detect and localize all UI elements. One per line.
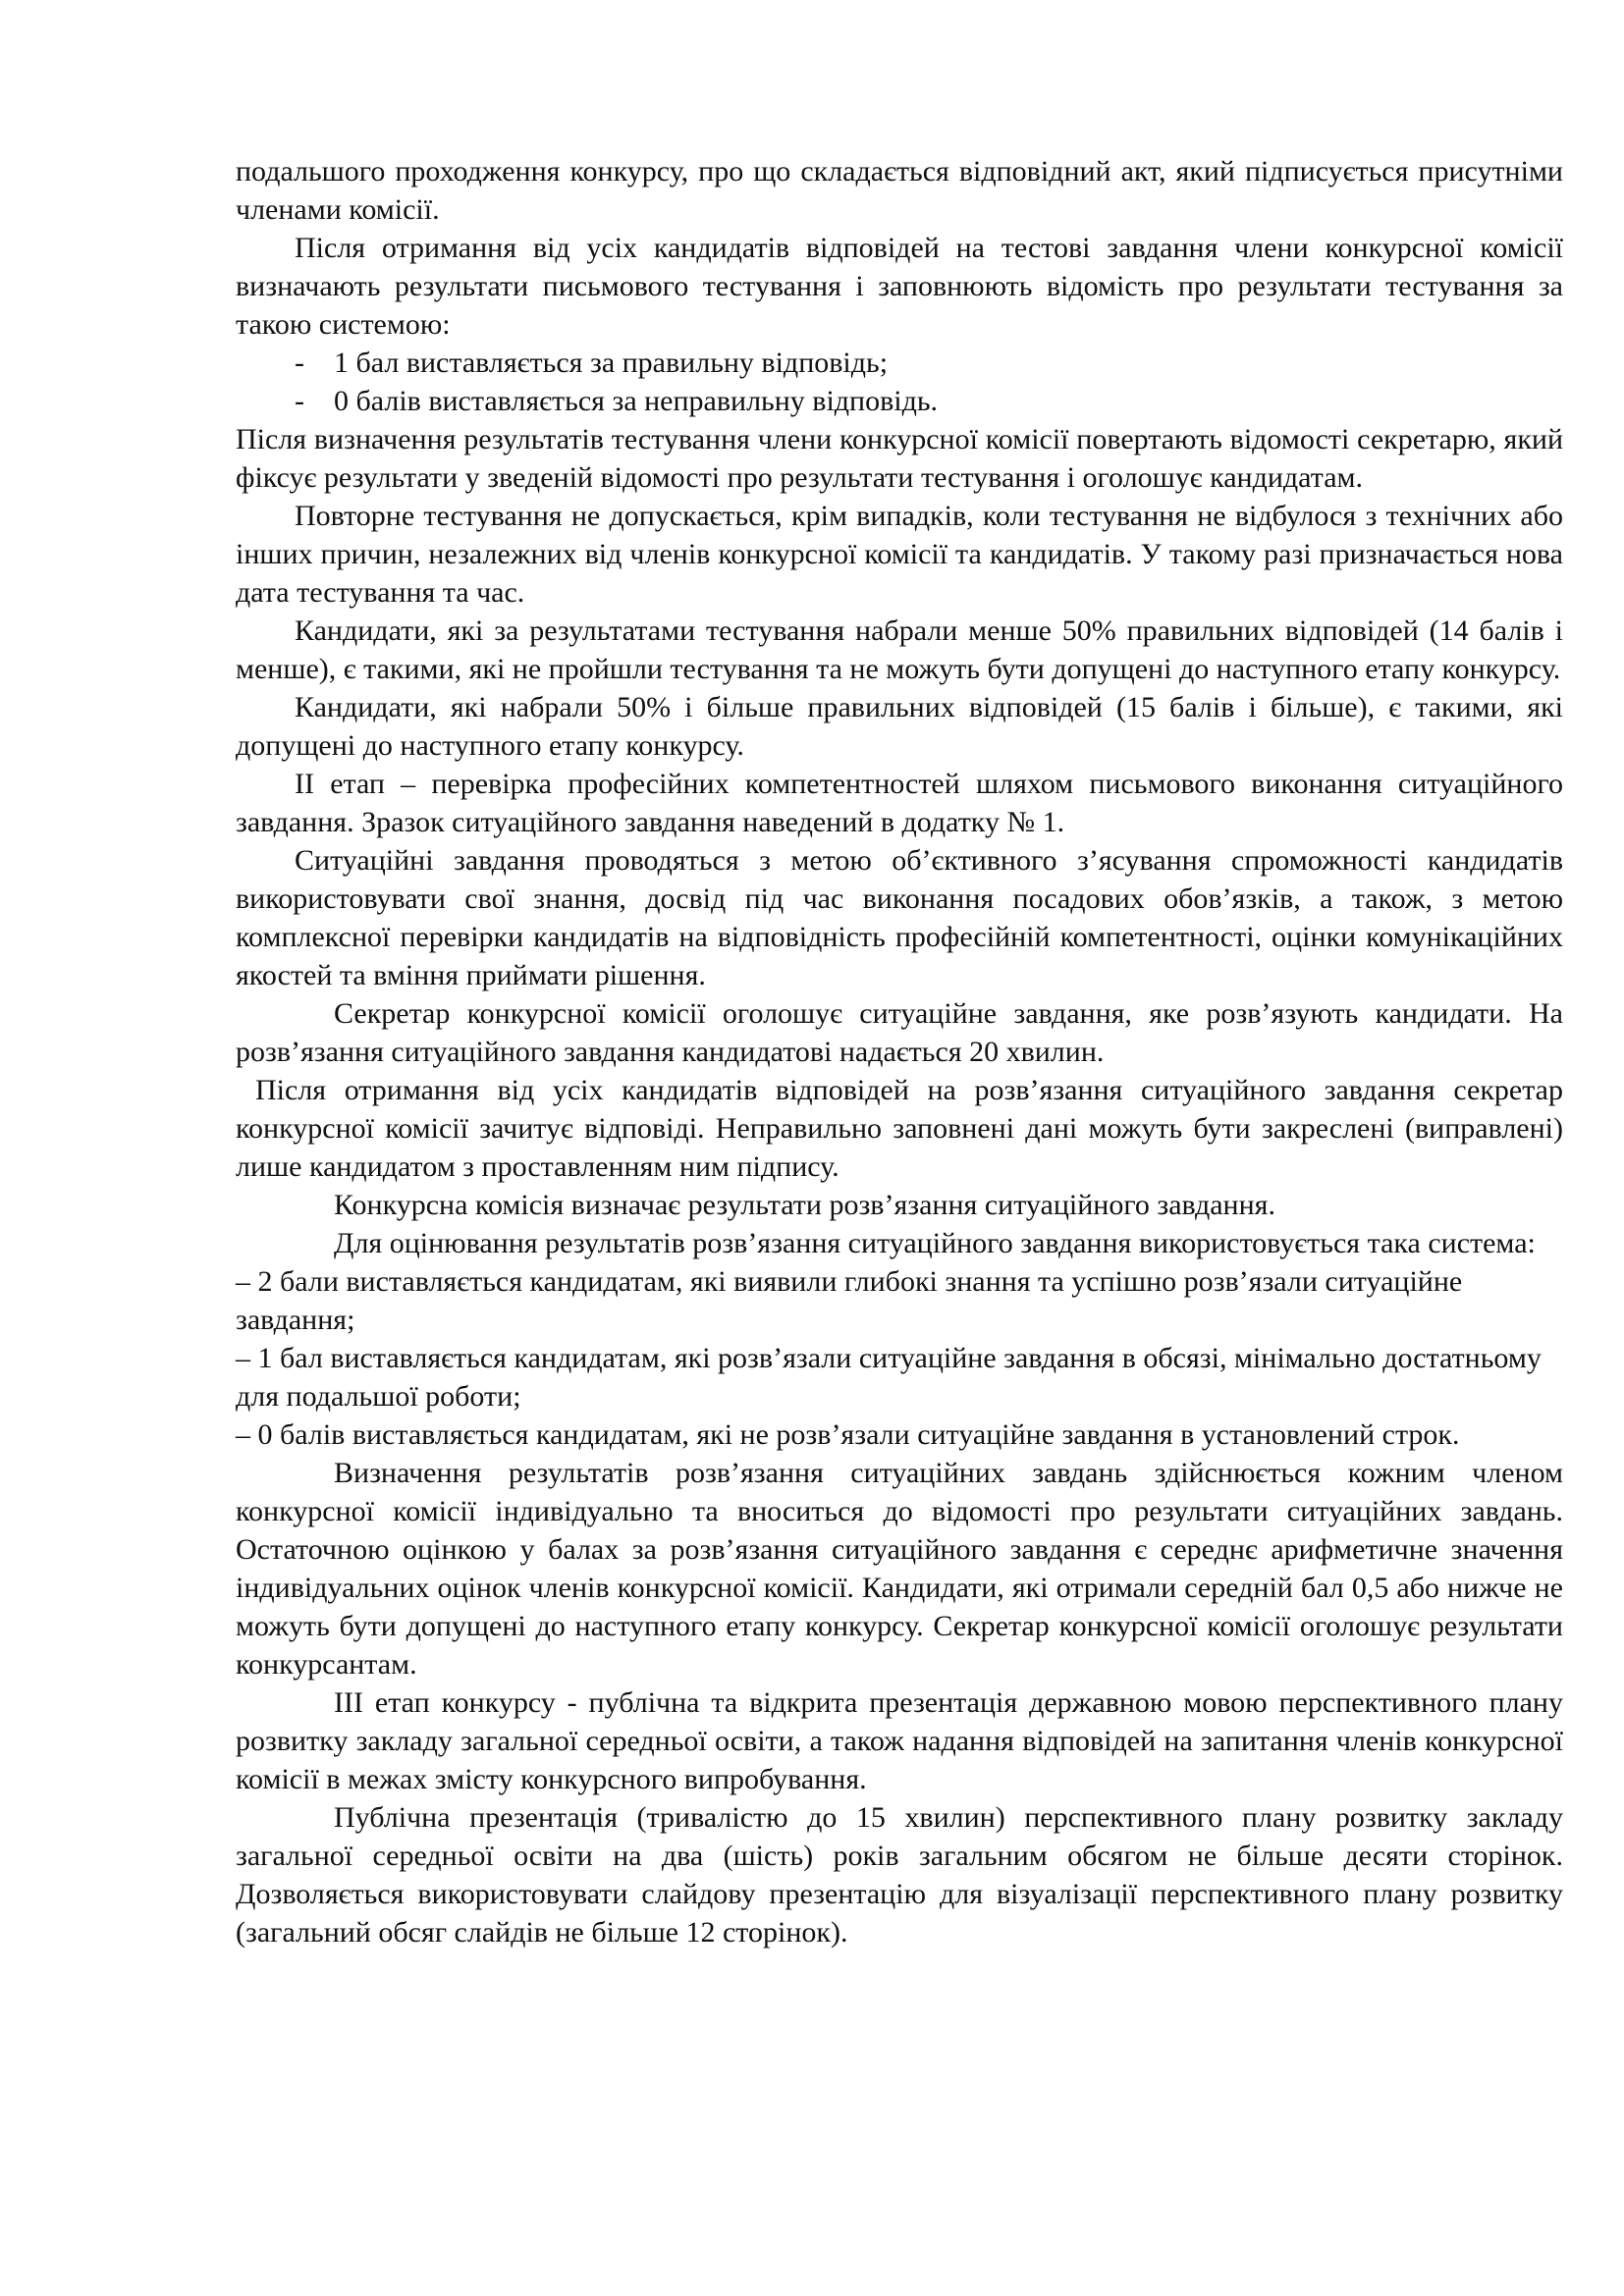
score-item-1: – 1 бал виставляється кандидатам, які розв’язали ситуаційне завдання в обсязі, мінімально достатньому для подальшої роботи; — [236, 1342, 1542, 1413]
score-item-2: – 2 бали виставляється кандидатам, які виявили глибокі знання та успішно розв’язали ситуаційне завдання; — [236, 1265, 1463, 1336]
paragraph-4: Повторне тестування не допускається, крім випадків, коли тестування не відбулося з технічних або інших причин, незалежних від членів конкурсної комісії та кандидатів. У такому разі призначається нова дата тестування та час. — [236, 500, 1563, 609]
list-item-text: 0 балів виставляється за неправильну відповідь. — [334, 385, 939, 417]
list-dash: - — [295, 385, 304, 417]
paragraph-6: Кандидати, які набрали 50% і більше правильних відповідей (15 балів і більше), є такими, які допущені до наступного етапу конкурсу. — [236, 691, 1563, 762]
paragraph-13: Визначення результатів розв’язання ситуаційних завдань здійснюється кожним членом конкурсної комісії індивідуально та вноситься до відомості про результати ситуаційних завдань. Остаточною оцінкою у балах за розв’язання ситуаційного завдання є середнє арифметичне значення індивідуальних оцінок членів конкурсної комісії. Кандидати, які отримали середній бал 0,5 або нижче не можуть бути допущені до наступного етапу конкурсу. Секретар конкурсної комісії оголошує результати конкурсантам. — [236, 1457, 1563, 1681]
paragraph-7: ІІ етап – перевірка професійних компетентностей шляхом письмового виконання ситуаційного завдання. Зразок ситуаційного завдання наведений в додатку № 1. — [236, 768, 1563, 838]
document-page — [236, 152, 1563, 1951]
list-item-text: 1 бал виставляється за правильну відповідь; — [334, 347, 889, 379]
paragraph-2: Після отримання від усіх кандидатів відповідей на тестові завдання члени конкурсної комісії визначають результати письмового тестування і заповнюють відомість про результати тестування за такою системою: — [236, 232, 1563, 341]
paragraph-5: Кандидати, які за результатами тестування набрали менше 50% правильних відповідей (14 балів і менше), є такими, які не пройшли тестування та не можуть бути допущені до наступного етапу конкурсу. — [236, 614, 1563, 685]
paragraph-1: подальшого проходження конкурсу, про що складається відповідний акт, який підписується присутніми членами комісії. — [236, 155, 1563, 226]
list-dash: - — [295, 347, 304, 379]
score-item-0: – 0 балів виставляється кандидатам, які не розв’язали ситуаційне завдання в установлений строк. — [236, 1418, 1460, 1451]
list-item-2 — [236, 382, 1563, 420]
paragraph-10: Після отримання від усіх кандидатів відповідей на розв’язання ситуаційного завдання секретар конкурсної комісії зачитує відповіді. Неправильно заповнені дані можуть бути закреслені (виправлені) лише кандидатом з проставленням ним підпису. — [236, 1074, 1563, 1183]
list-item-1 — [236, 344, 1563, 382]
paragraph-15: Публічна презентація (тривалістю до 15 хвилин) перспективного плану розвитку закладу загальної середньої освіти на два (шість) років загальним обсягом не більше десяти сторінок. Дозволяється використовувати слайдову презентацію для візуалізації перспективного плану розвитку (загальний обсяг слайдів не більше 12 сторінок). — [236, 1801, 1563, 1949]
paragraph-3: Після визначення результатів тестування члени конкурсної комісії повертають відомості секретарю, який фіксує результати у зведеній відомості про результати тестування і оголошує кандидатам. — [236, 423, 1563, 494]
paragraph-9: Секретар конкурсної комісії оголошує ситуаційне завдання, яке розв’язують кандидати. На розв’язання ситуаційного завдання кандидатові надається 20 хвилин. — [236, 997, 1563, 1068]
paragraph-12: Для оцінювання результатів розв’язання ситуаційного завдання використовується така система: — [334, 1227, 1536, 1259]
paragraph-8: Ситуаційні завдання проводяться з метою об’єктивного з’ясування спроможності кандидатів використовувати свої знання, досвід під час виконання посадових обов’язків, а також, з метою комплексної перевірки кандидатів на відповідність професійній компетентності, оцінки комунікаційних якостей та вміння приймати рішення. — [236, 844, 1563, 991]
paragraph-11: Конкурсна комісія визначає результати розв’язання ситуаційного завдання. — [334, 1189, 1275, 1221]
paragraph-14: ІІІ етап конкурсу - публічна та відкрита презентація державною мовою перспективного плану розвитку закладу загальної середньої освіти, а також надання відповідей на запитання членів конкурсної комісії в межах змісту конкурсного випробування. — [236, 1686, 1563, 1795]
